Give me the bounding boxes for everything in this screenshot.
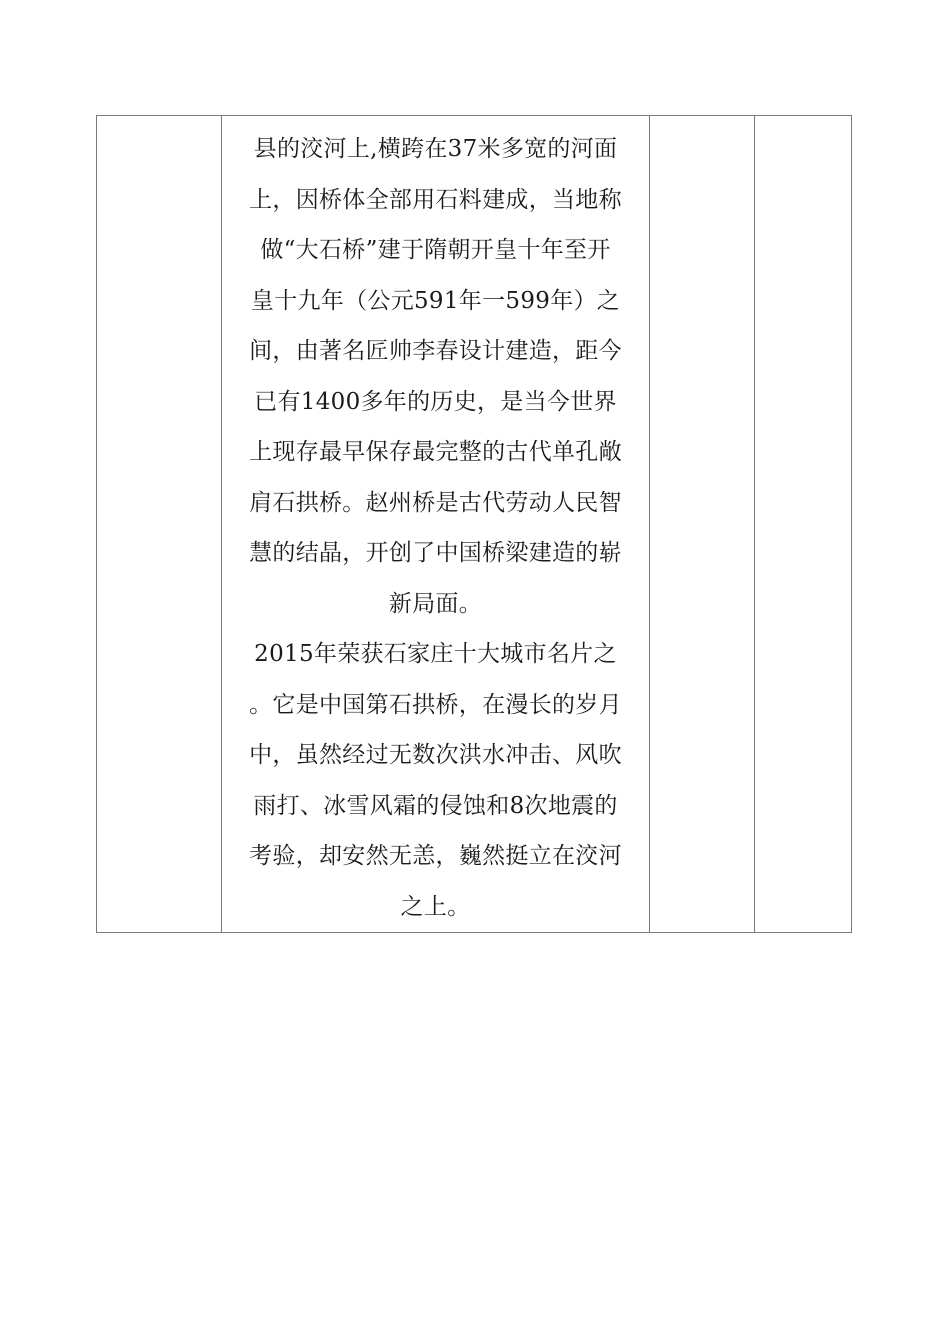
table-row [97, 116, 852, 933]
table-cell-4 [755, 116, 852, 933]
text-line: 间，由著名匠帅李春设计建造，距今 [249, 338, 622, 364]
text-line: 之上。 [400, 893, 471, 920]
text-line: 已有1400多年的历史，是当今世界 [254, 388, 617, 415]
text-line: 考验，却安然无恙，巍然挺立在洨河 [249, 843, 622, 869]
text-line: 做“大石桥”建于隋朝开皇十年至开 [260, 237, 611, 263]
text-line: 2015年荣获石家庄十大城市名片之 [254, 641, 617, 667]
text-line: 新局面。 [388, 590, 483, 617]
text-line: 慧的结晶，开创了中国桥梁建造的崭 [249, 540, 622, 566]
text-line: 肩石拱桥。赵州桥是古代劳动人民智 [249, 489, 622, 516]
table-cell-1 [97, 116, 222, 933]
document-table [96, 115, 852, 933]
text-line: 。它是中国第石拱桥，在漫长的岁月 [249, 691, 622, 718]
table-cell-content [222, 116, 650, 933]
text-line: 上，因桥体全部用石料建成，当地称 [249, 186, 622, 213]
text-line: 皇十九年（公元591年一599年）之 [250, 287, 621, 314]
text-line: 中，虽然经过无数次洪水冲击、风吹 [249, 742, 622, 768]
table-cell-3 [650, 116, 755, 933]
text-line: 上现存最早保存最完整的古代单孔敞 [249, 439, 622, 465]
text-line: 雨打、冰雪风霜的侵蚀和8次地震的 [253, 792, 618, 819]
text-line: 县的洨河上,横跨在37米多宽的河面 [253, 136, 618, 162]
